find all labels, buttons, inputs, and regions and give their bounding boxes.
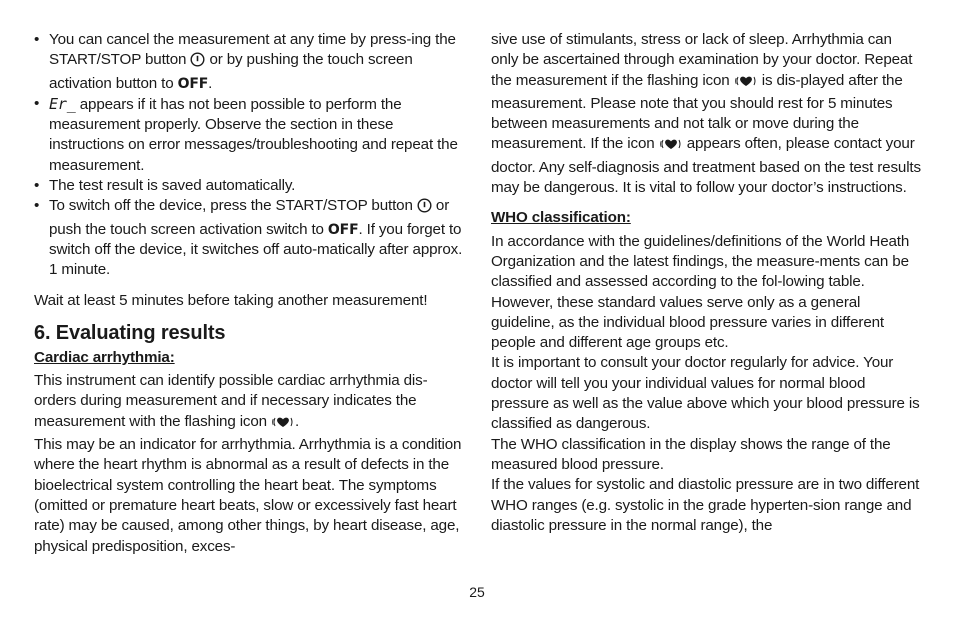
bullet-text: or push the touch screen activation switch to [49, 197, 450, 238]
bullet-text: To switch off the device, press the START/STOP button [49, 197, 413, 215]
page-number: 25 [469, 584, 485, 600]
cardiac-arrhythmia-heading: Cardiac arrhythmia: [34, 348, 175, 366]
bullet-text: . If you forget to switch off the device, it switches off auto-matically after approx. 1 minute. [49, 220, 463, 279]
error-symbol: Er_ [49, 94, 76, 113]
punctuation: . [295, 412, 300, 430]
who-paragraph: It is important to consult your doctor regularly for advice. Your doctor will tell you your individual values for normal blood pressure as well as the value above which your blood pressure is classified as dangerous. [491, 354, 920, 433]
off-label: OFF [177, 75, 209, 92]
who-paragraph: In accordance with the guidelines/definitions of the World Heath Organization and the latest findings, the measure-ments can be classified and assessed according to the fol-lowing table. [491, 232, 910, 291]
left-column [34, 30, 466, 557]
punctuation: . [208, 74, 213, 92]
list-item [34, 94, 466, 176]
bullet-text: You can cancel the measurement at any time by press-ing the START/STOP button [49, 31, 456, 69]
wait-note: Wait at least 5 minutes before taking another measurement! [34, 291, 428, 309]
right-column [491, 30, 923, 536]
arrhythmia-heart-icon [271, 415, 295, 435]
paragraph-text: This instrument can identify possible cardiac arrhythmia dis-orders during measurement and if necessary indicates the measurement with the flashing icon [34, 372, 428, 430]
who-paragraph: However, these standard values serve only as a general guideline, as the individual blood pressure varies in different people and different age groups etc. [491, 293, 884, 352]
bullet-text: appears if it has not been possible to perform the measurement properly. Observe the section in these instructions on error messages/troubleshooting and repeat the measurement. [49, 95, 458, 174]
who-paragraph: The WHO classification in the display shows the range of the measured blood pressure. [491, 435, 891, 473]
section-heading: 6. Evaluating results [34, 321, 226, 344]
cardiac-paragraph: This may be an indicator for arrhythmia. Arrhythmia is a condition where the heart rhythm is abnormal as a result of defects in the bioelectrical system controlling the heart beat. The symptoms (omitted or premature heart beats, slow or excessively fast heart rate) may be caused, among other things, by heart disease, age, physical predisposition, exces- [34, 436, 462, 555]
list-item [34, 30, 466, 94]
instruction-list [34, 30, 466, 281]
paragraph-text: sive use of stimulants, stress or lack of sleep. Arrhythmia can only be ascertained through examination by your doctor. Repeat the measurement if the flashing icon [491, 31, 913, 89]
bullet-text: or by pushing the touch screen activation button to [49, 51, 413, 92]
who-paragraph: If the values for systolic and diastolic pressure are in two different WHO ranges (e.g. systolic in the grade hyperten-sion range and diastolic pressure in the normal range), the [491, 476, 920, 534]
cardiac-paragraph [34, 371, 466, 435]
list-item [34, 196, 466, 280]
power-icon [417, 198, 432, 219]
arrhythmia-heart-icon [659, 137, 683, 157]
list-item [34, 176, 466, 196]
arrhythmia-continuation [491, 30, 923, 198]
paragraph-text: appears often, please contact your doctor. Any self-diagnosis and treatment based on the test results may be dangerous. It is vital to follow your doctor’s instructions. [491, 135, 921, 197]
who-classification-heading: WHO classification: [491, 209, 631, 227]
paragraph-text: is dis-played after the measurement. Please note that you should rest for 5 minutes between measurements and not talk or move during the measurement. If the icon [491, 71, 903, 153]
arrhythmia-heart-icon [734, 74, 758, 94]
power-icon [190, 52, 205, 73]
bullet-text: The test result is saved automatically. [49, 177, 296, 195]
off-label: OFF [327, 221, 359, 238]
